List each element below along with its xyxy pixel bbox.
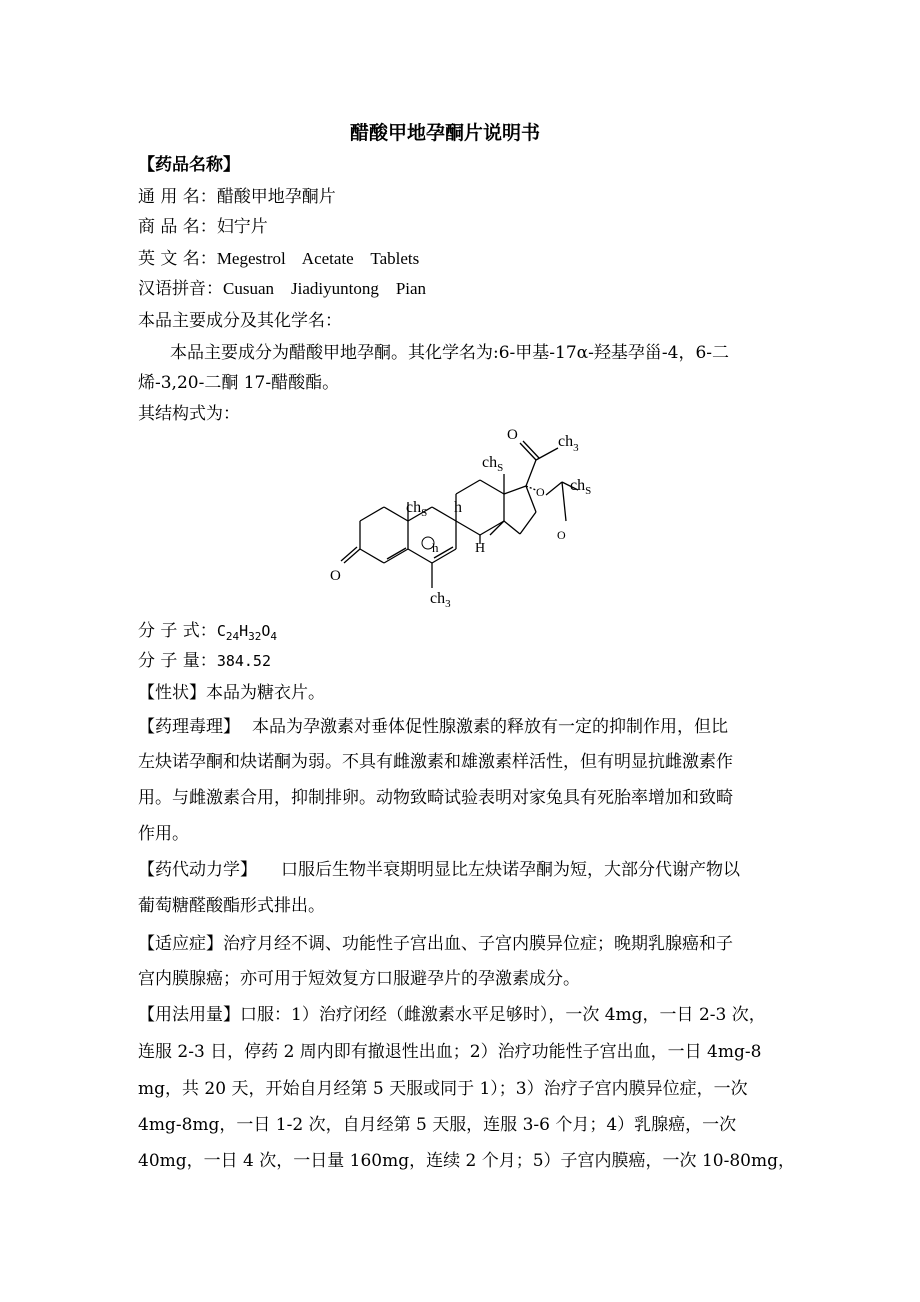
dosage-text-line3: mg，共 20 天，开始自月经第 5 天服或同于 1）；3）治疗子宫内膜异位症，一次: [138, 1079, 748, 1099]
structure-label: 其结构式为：: [138, 404, 240, 424]
english-name-value: Megestrol Acetate Tablets: [216, 249, 420, 268]
molecular-formula-row: [138, 616, 277, 643]
pharmacology-heading: 【药理毒理】: [138, 717, 240, 737]
c14-hydrogen-label: H: [475, 541, 486, 556]
dosage-text-line2: 连服 2-3 日，停药 2 周内即有撤退性出血；2）治疗功能性子宫出血，一日 4mg-8: [138, 1042, 762, 1062]
c18-methyl-subscript: S: [497, 462, 504, 474]
indications-text-line2: 宫内膜腺癌；亦可用于短效复方口服避孕片的孕激素成分。: [138, 969, 580, 989]
c19-methyl-subscript: S: [421, 507, 428, 519]
c3-oxygen-label: O: [330, 568, 341, 584]
pharmacology-text-line3: 用。与雌激素合用，抑制排卵。动物致畸试验表明对家兔具有死胎率增加和致畸: [138, 788, 733, 808]
dosage-heading: 【用法用量】: [138, 1005, 240, 1025]
molecular-weight-label: 分 子 量：: [138, 651, 217, 671]
appearance-row: [138, 678, 325, 703]
english-name-row: [138, 244, 419, 269]
pharmacology-line1: [138, 712, 728, 737]
molecular-weight-row: [138, 646, 271, 671]
pharmacology-text-line1: 本品为孕激素对垂体促性腺激素的释放有一定的抑制作用，但比: [252, 717, 728, 737]
c18-methyl-text: ch: [482, 454, 498, 471]
generic-name-value: 醋酸甲地孕酮片: [216, 187, 336, 207]
c6-methyl-label: [430, 590, 451, 610]
dosage-text-line5: 40mg，一日 4 次，一日量 160mg，连续 2 个月；5）子宫内膜癌，一次 10-80mg，: [138, 1151, 795, 1171]
dosage-text-line1: 口服：1）治疗闭经（雌激素水平足够时），一次 4mg，一日 2-3 次，: [240, 1005, 766, 1025]
dosage-text-line4: 4mg-8mg，一日 1-2 次，自月经第 5 天服，连服 3-6 个月；4）乳腺癌，一次: [138, 1115, 737, 1135]
c6-methyl-text: ch: [430, 590, 446, 607]
acetyl-methyl-subscript: 3: [573, 442, 579, 454]
molecular-formula-value: [216, 622, 278, 643]
english-name-label: 英 文 名：: [138, 249, 217, 269]
indications-heading: 【适应症】: [138, 934, 223, 954]
acetate-methyl-text: ch: [570, 477, 586, 494]
c19-methyl-text: ch: [406, 499, 422, 516]
structural-formula: [320, 418, 620, 613]
formula-h-count: 32: [248, 630, 262, 643]
formula-o-count: 4: [270, 630, 278, 643]
formula-h: H: [239, 622, 249, 640]
pinyin-name-value: Cusuan Jiadiyuntong Pian: [223, 279, 427, 298]
acetate-methyl-subscript: S: [585, 485, 592, 497]
generic-name-row: [138, 182, 336, 207]
formula-o: O: [261, 622, 271, 640]
trade-name-value: 妇宁片: [216, 217, 268, 237]
appearance-heading: 【性状】: [138, 683, 206, 703]
document-title: 醋酸甲地孕酮片说明书: [350, 122, 541, 144]
pharmacokinetics-text-line1: 口服后生物半衰期明显比左炔诺孕酮为短，大部分代谢产物以: [281, 860, 740, 880]
pharmacology-text-line2: 左炔诺孕酮和炔诺酮为弱。不具有雌激素和雄激素样活性，但有明显抗雌激素作: [138, 752, 733, 772]
generic-name-label: 通 用 名：: [138, 187, 217, 207]
c9-hydrogen-label: h: [432, 540, 439, 555]
ketone-oxygen-label: O: [507, 427, 518, 443]
formula-c: C: [216, 622, 226, 640]
drug-name-heading: 【药品名称】: [138, 155, 240, 175]
appearance-text: 本品为糖衣片。: [206, 683, 325, 703]
composition-text-line2: 烯-3,20-二酮 17-醋酸酯。: [138, 373, 340, 393]
acetate-oxygen-label: O: [536, 485, 545, 499]
indications-line1: [138, 929, 733, 954]
molecular-formula-label: 分 子 式：: [138, 621, 217, 641]
pinyin-name-row: [138, 274, 426, 299]
acetyl-methyl-text: ch: [558, 433, 574, 450]
pharmacokinetics-text-line2: 葡萄糖醛酸酯形式排出。: [138, 896, 325, 916]
c18-methyl-label: [482, 454, 503, 474]
pharmacokinetics-line1: [138, 855, 740, 880]
trade-name-row: [138, 212, 268, 237]
composition-text-line1: 本品主要成分为醋酸甲地孕酮。其化学名为:6-甲基-17α-羟基孕甾-4，6-二: [170, 343, 730, 363]
pinyin-name-label: 汉语拼音：: [138, 279, 223, 299]
acetyl-methyl-label: [558, 433, 579, 454]
composition-heading: 本品主要成分及其化学名：: [138, 311, 342, 331]
dosage-line1: [138, 1000, 766, 1025]
acetate-carbonyl-oxygen-label: O: [557, 528, 566, 542]
pharmacology-text-line4: 作用。: [138, 824, 189, 844]
trade-name-label: 商 品 名：: [138, 217, 217, 237]
formula-c-count: 24: [225, 630, 240, 643]
acetate-methyl-label: [570, 477, 591, 497]
indications-text-line1: 治疗月经不调、功能性子宫出血、子宫内膜异位症；晚期乳腺癌和子: [223, 934, 733, 954]
pharmacokinetics-heading: 【药代动力学】: [138, 860, 257, 880]
c6-methyl-subscript: 3: [445, 598, 451, 610]
c8-hydrogen-label: h: [454, 499, 462, 516]
molecular-weight-value: 384.52: [216, 652, 271, 670]
